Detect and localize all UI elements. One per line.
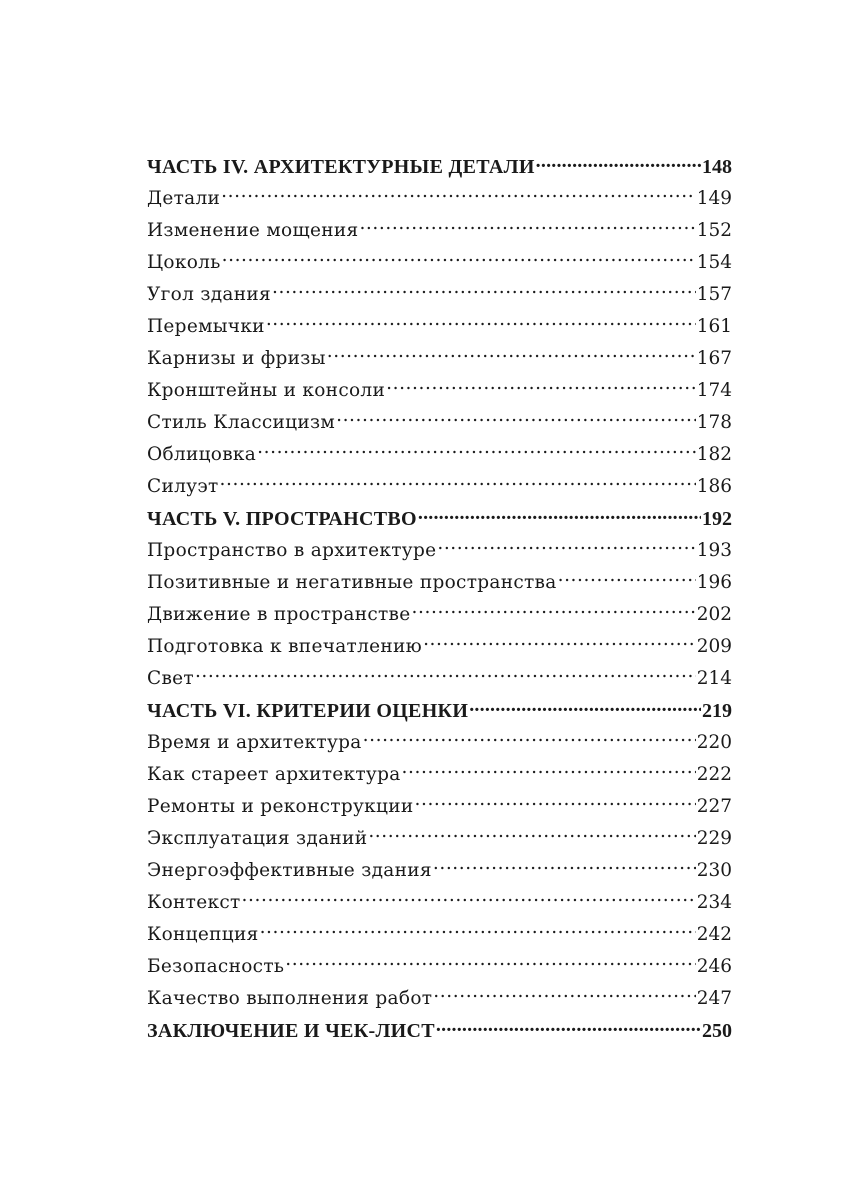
toc-entry-title: Перемычки: [147, 316, 265, 337]
toc-entry-title: Свет: [147, 668, 194, 689]
toc-part-heading[interactable]: [147, 695, 732, 727]
toc-page-number: 174: [696, 380, 732, 401]
toc-entry-title: Безопасность: [147, 956, 285, 977]
toc-page-number: 167: [696, 348, 732, 369]
dot-leader: [433, 858, 696, 877]
toc-entry[interactable]: [147, 599, 732, 631]
toc-entry-title: Угол здания: [147, 284, 271, 305]
toc-page-number: 202: [696, 604, 732, 625]
toc-page-number: 230: [696, 860, 732, 881]
toc-entry[interactable]: [147, 471, 732, 503]
dot-leader: [363, 730, 696, 749]
toc-page-number: 219: [702, 700, 732, 722]
toc-entry[interactable]: [147, 247, 732, 279]
dot-leader: [536, 153, 701, 173]
toc-entry[interactable]: [147, 279, 732, 311]
toc-entry[interactable]: [147, 727, 732, 759]
toc-entry-title: Подготовка к впечатлению: [147, 636, 423, 657]
toc-page-number: 247: [696, 988, 732, 1009]
toc-page-number: 196: [696, 572, 732, 593]
toc-page-number: 149: [696, 188, 732, 209]
toc-entry-title: Движение в пространстве: [147, 604, 411, 625]
toc-entry[interactable]: [147, 983, 732, 1015]
toc-entry[interactable]: [147, 311, 732, 343]
dot-leader: [433, 986, 695, 1005]
toc-page-number: 242: [696, 924, 732, 945]
toc-page-number: 229: [696, 828, 732, 849]
toc-page-number: 186: [696, 476, 732, 497]
toc-entry-title: Качество выполнения работ: [147, 988, 433, 1009]
toc-entry-title: Детали: [147, 188, 221, 209]
toc-part-heading[interactable]: [147, 503, 732, 535]
toc-entry-title: Энергоэффективные здания: [147, 860, 432, 881]
dot-leader: [285, 954, 695, 973]
dot-leader: [414, 794, 695, 813]
toc-entry[interactable]: [147, 823, 732, 855]
toc-entry-title: Стиль Классицизм: [147, 412, 336, 433]
toc-entry-title: Эксплуатация зданий: [147, 828, 368, 849]
toc-page-number: 246: [696, 956, 732, 977]
toc-entry[interactable]: [147, 887, 732, 919]
toc-entry-title: Изменение мощения: [147, 220, 359, 241]
toc-entry-title: Кронштейны и консоли: [147, 380, 386, 401]
dot-leader: [221, 186, 696, 205]
dot-leader: [242, 890, 696, 909]
dot-leader: [257, 442, 696, 461]
toc-entry[interactable]: [147, 791, 732, 823]
toc-entry-title: ЗАКЛЮЧЕНИЕ И ЧЕК-ЛИСТ: [147, 1020, 435, 1042]
toc-entry[interactable]: [147, 855, 732, 887]
toc-page-number: 161: [696, 316, 732, 337]
toc-page-number: 154: [696, 252, 732, 273]
toc-page-number: 222: [696, 764, 732, 785]
toc-entry[interactable]: [147, 215, 732, 247]
toc-entry[interactable]: [147, 759, 732, 791]
dot-leader: [418, 505, 701, 525]
dot-leader: [272, 282, 696, 301]
toc-page-number: 157: [696, 284, 732, 305]
toc-page-number: 220: [696, 732, 732, 753]
dot-leader: [222, 250, 696, 269]
toc-entry-title: ЧАСТЬ VI. КРИТЕРИИ ОЦЕНКИ: [147, 700, 469, 722]
dot-leader: [423, 634, 696, 653]
toc-page-number: 182: [696, 444, 732, 465]
toc-page-number: 214: [696, 668, 732, 689]
dot-leader: [402, 762, 696, 781]
toc-entry-title: Время и архитектура: [147, 732, 362, 753]
toc-page-number: 209: [696, 636, 732, 657]
dot-leader: [359, 218, 695, 237]
toc-page-number: 234: [696, 892, 732, 913]
dot-leader: [469, 697, 701, 717]
toc-page-number: 148: [702, 156, 732, 178]
toc-entry-title: Как стареет архитектура: [147, 764, 401, 785]
toc-entry[interactable]: [147, 375, 732, 407]
toc-part-heading[interactable]: [147, 1015, 732, 1047]
toc-entry[interactable]: [147, 951, 732, 983]
toc-entry-title: Контекст: [147, 892, 241, 913]
toc-entry[interactable]: [147, 407, 732, 439]
toc-entry-title: Пространство в архитектуре: [147, 540, 437, 561]
dot-leader: [368, 826, 695, 845]
toc-page-number: 178: [696, 412, 732, 433]
dot-leader: [260, 922, 696, 941]
dot-leader: [437, 538, 695, 557]
dot-leader: [436, 1017, 701, 1037]
toc-entry[interactable]: [147, 343, 732, 375]
toc-page-number: 227: [696, 796, 732, 817]
dot-leader: [220, 474, 696, 493]
toc-entry[interactable]: [147, 183, 732, 215]
dot-leader: [386, 378, 696, 397]
dot-leader: [195, 666, 696, 685]
dot-leader: [558, 570, 696, 589]
toc-entry-title: Позитивные и негативные пространства: [147, 572, 557, 593]
toc-entry-title: Карнизы и фризы: [147, 348, 326, 369]
toc-entry[interactable]: [147, 535, 732, 567]
dot-leader: [336, 410, 696, 429]
toc-entry-title: Силуэт: [147, 476, 219, 497]
toc-entry-title: Облицовка: [147, 444, 257, 465]
toc-entry[interactable]: [147, 919, 732, 951]
toc-entry-title: ЧАСТЬ IV. АРХИТЕКТУРНЫЕ ДЕТАЛИ: [147, 156, 535, 178]
toc-entry-title: Ремонты и реконструкции: [147, 796, 414, 817]
toc-page-number: 250: [702, 1020, 732, 1042]
toc-entry[interactable]: [147, 439, 732, 471]
dot-leader: [327, 346, 696, 365]
dot-leader: [412, 602, 696, 621]
toc-entry-title: ЧАСТЬ V. ПРОСТРАНСТВО: [147, 508, 417, 530]
toc-page-number: 192: [702, 508, 732, 530]
toc-entry[interactable]: [147, 567, 732, 599]
toc-page-number: 152: [696, 220, 732, 241]
dot-leader: [266, 314, 696, 333]
table-of-contents: [147, 151, 732, 1047]
toc-part-heading[interactable]: [147, 151, 732, 183]
toc-entry[interactable]: [147, 631, 732, 663]
toc-entry-title: Концепция: [147, 924, 259, 945]
toc-page-number: 193: [696, 540, 732, 561]
toc-entry-title: Цоколь: [147, 252, 221, 273]
toc-entry[interactable]: [147, 663, 732, 695]
